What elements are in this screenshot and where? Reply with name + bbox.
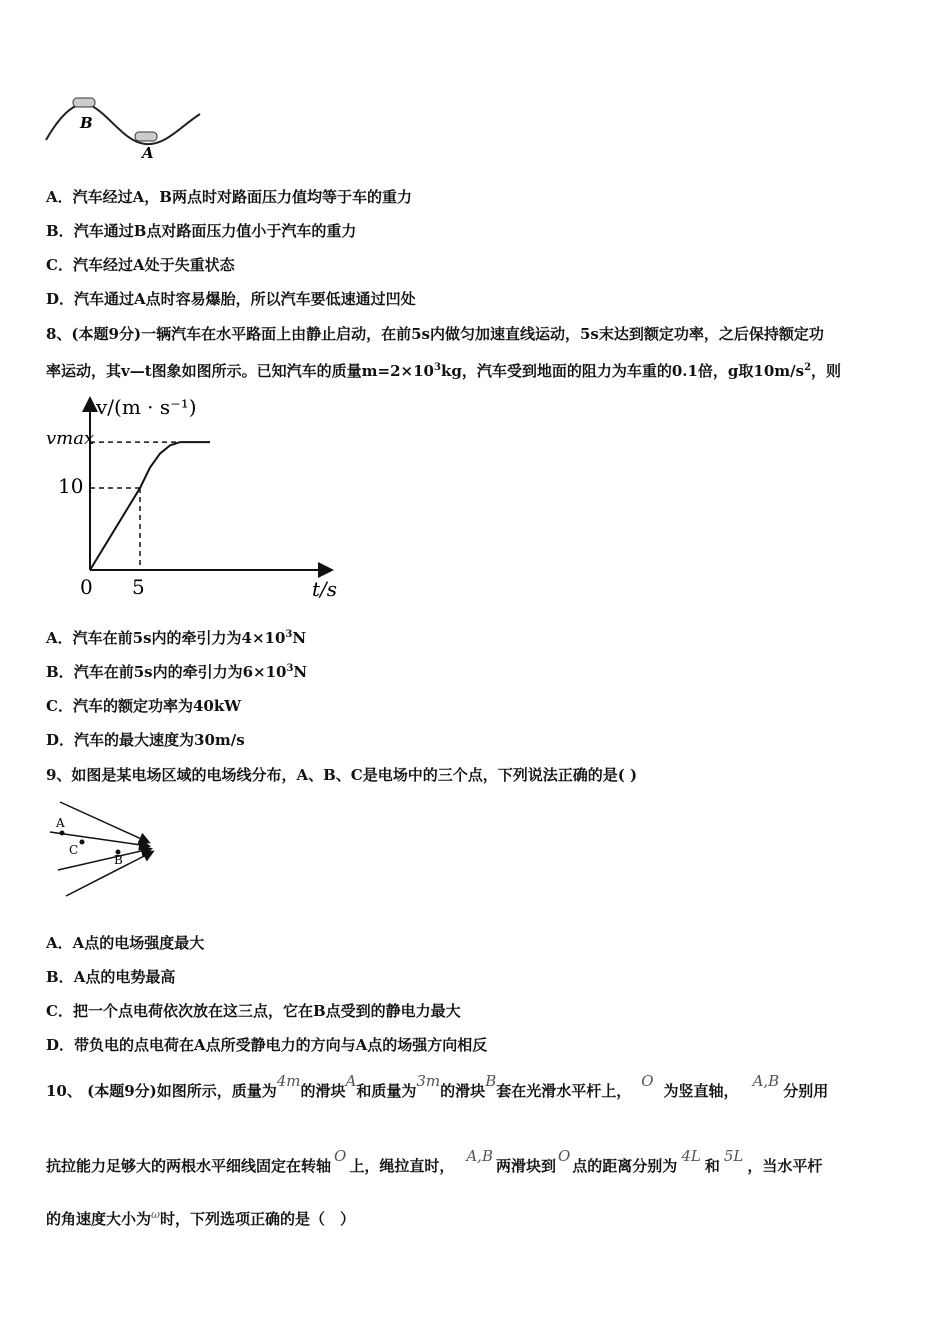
field-lines-figure bbox=[44, 796, 164, 900]
q8-option-d: D．汽车的最大速度为30m/s bbox=[46, 731, 245, 749]
vt-curve bbox=[90, 442, 210, 570]
q9-option-a: A．A点的电场强度最大 bbox=[46, 934, 205, 952]
x-tick-5: 5 bbox=[132, 575, 145, 599]
point-c bbox=[80, 840, 85, 845]
label-a: A bbox=[56, 816, 65, 830]
vt-chart bbox=[40, 392, 350, 607]
q7-option-a: A．汽车经过A，B两点时对路面压力值均等于车的重力 bbox=[46, 188, 412, 206]
x-axis-label: t/s bbox=[312, 577, 338, 601]
label-b: B bbox=[114, 853, 123, 867]
label-c: C bbox=[69, 843, 79, 857]
car-b bbox=[73, 98, 95, 107]
road-label-a: A bbox=[142, 144, 154, 162]
q7-option-c: C．汽车经过A处于失重状态 bbox=[46, 256, 235, 274]
origin-label: 0 bbox=[80, 575, 93, 599]
q8-option-a: A．汽车在前5s内的牵引力为$4\times 10^3N$ bbox=[46, 629, 307, 647]
q9-option-d: D．带负电的点电荷在A点所受静电力的方向与A点的场强方向相反 bbox=[46, 1036, 488, 1054]
q8-option-c: C．汽车的额定功率为40kW bbox=[46, 697, 242, 715]
q8-option-b: B．汽车在前5s内的牵引力为$6\times 10^3N$ bbox=[46, 663, 308, 681]
q7-option-d: D．汽车通过A点时容易爆胎，所以汽车要低速通过凹处 bbox=[46, 290, 416, 308]
q9-option-c: C．把一个点电荷依次放在这三点，它在B点受到的静电力最大 bbox=[46, 1002, 461, 1020]
y-tick-vmax: vmax bbox=[46, 428, 95, 449]
q8-stem-line1: 8、(本题9分)一辆汽车在水平路面上由静止启动，在前5s内做匀加速直线运动，5s末达到额定功率，之后保持额定功 bbox=[46, 325, 824, 343]
point-a bbox=[60, 831, 65, 836]
y-tick-10: 10 bbox=[58, 474, 84, 498]
q10-line2: 抗拉能力足够大的两根水平细线固定在转轴O上，绳拉直时，A,B两滑块到O点的距离分别为4L和5L，当水平杆 bbox=[46, 1147, 823, 1175]
road-figure bbox=[40, 92, 210, 164]
q8-stem-line2: 率运动，其v—t图象如图所示。已知汽车的质量$m=2\times 10^3kg$，汽车受到地面的阻力为车重的0.1倍，g取$10m/s^2$，则 bbox=[46, 362, 842, 380]
road-curve bbox=[46, 104, 200, 144]
q9-stem: 9、如图是某电场区域的电场线分布，A、B、C是电场中的三个点，下列说法正确的是( ) bbox=[46, 766, 638, 784]
q9-option-b: B．A点的电势最高 bbox=[46, 968, 176, 986]
q10-line3: 的角速度大小为$^\omega$时，下列选项正确的是（ ） bbox=[46, 1208, 356, 1228]
y-axis-label: v/(m · s⁻¹) bbox=[96, 395, 197, 419]
road-label-b: B bbox=[80, 114, 93, 132]
q10-line1: 10、 (本题9分)如图所示，质量为4m的滑块A和质量为3m的滑块B套在光滑水平杆上，O为竖直轴，A,B分别用 bbox=[46, 1072, 829, 1100]
car-a bbox=[135, 132, 157, 141]
field-line-2 bbox=[50, 832, 148, 846]
q7-option-b: B．汽车通过B点对路面压力值小于汽车的重力 bbox=[46, 222, 357, 240]
